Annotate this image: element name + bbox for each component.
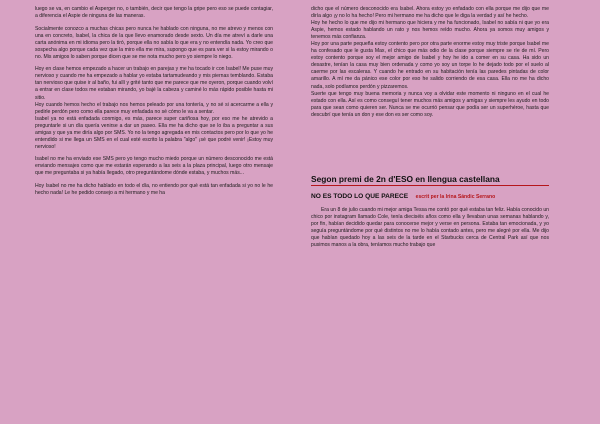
paragraph: Isabel no me ha enviado ese SMS pero yo tengo mucho miedo porque un número desconocido me está enviando mensajes como que me estarán esperando a las seis a la plaza principal, luego otro mensaje que me preguntaba si ya había llegado, otro preguntándome dónde estaba, y muchos más... [35, 156, 273, 177]
paragraph: Suerte que tengo muy buena memoria y nunca voy a olvidar este momento ni ninguno en el cual he estado con ella. Así es como conseguí tener muchos más amigos y amigas y siempre les ayudo en todo para que sean como quieren ser. Nunca se me ocurrió pensar que podía ser un superhéroe, hasta que descubrí que tenía un don y ese don es ser como soy. [311, 90, 549, 118]
paragraph: dicho que el número desconocido era Isabel. Ahora estoy yo enfadado con ella porque me dijo que me diría algo ¡y no lo ha hecho! Pero mi hermano me ha dicho que le diga la verdad y así he hecho. [311, 6, 549, 20]
paragraph: Hoy en clase hemos empezado a hacer un trabajo en parejas y me ha tocado ir con Isabel! Me puse muy nervioso y cuando me ha empezado a hablar yo estaba tartamudeando y mis piernas temblando. Estaba tan nervioso que quise ir al baño, fui allí y grité tanto que me parece que me oyeron, porque cuando volví a entrar en clase todos me estaban mirando, yo bajé la cabeza y caminé lo más rápido posible hasta mi sitio. [35, 66, 273, 101]
paragraph: Hoy he hecho lo que me dijo mi hermano que hiciera y me ha funcionado, Isabel no sabía ni que yo era Aspie, hemos estado hablando un rato y nos hemos reído mucho. Ahora ya somos muy amigos y tenemos más confianza. [311, 20, 549, 41]
story-paragraph: Era un 8 de julio cuando mi mejor amiga Tessa me contó por qué estaba tan feliz. Había conocido un chico por instagram llamado Cole, tenía dieciséis años como ella y llevaban unas semanas hablando y, por fin, habían decidido quedar para conocerse mejor y verse en persona. Estaba tan emocionada, y yo seguía preguntándome por qué distintos no me lo había contado antes, pero me alegré por ella. Me dijo que habían quedado hoy a las seis de la tarde en el Starbucks cerca de Central Park así que nos pusimos manos a la obra, teníamos mucho trabajo que [311, 206, 549, 249]
left-column [35, 6, 273, 203]
paragraph: luego se va, en cambio el Asperger no, o también, decir que tengo la gripe pero eso se puede contagiar, a diferencia el Aspie de ninguna de las maneras. [35, 6, 273, 20]
paragraph: Hoy Isabel no me ha dicho hablado en todo el día, no entiendo por qué está tan enfadada si yo no le he hecho nada! Le he pedido consejo a mi hermano y me ha [35, 183, 273, 197]
paragraph: Socialmente conozco a muchas chicas pero nunca he hablado con ninguna, no me atrevo y menos con una en concreto, Isabel, la chica de la que llevo enamorado desde sexto. Un día me atreví a darle una carta anónima en mi idioma pero la tiró, porque ella no sabía lo que era y no entendía nada. Yo creo que sospecha algo porque cada vez que la miro ella me mira, supongo que es para ver si la estoy mirando o no. Mis amigos lo saben porque dicen que se me nota mucho pero yo siempre lo niego. [35, 25, 273, 60]
story-author: escrit per la Irina Sándic Serrano [415, 193, 496, 200]
story-title-line [311, 193, 549, 201]
paragraph: Hoy cuando hemos hecho el trabajo nos hemos peleado por una tontería, y no sé si acercarme a ella y pedirle perdón pero como ella parece muy enfadada no sé cómo le va a sentar. [35, 101, 273, 115]
section-heading: Segon premi de 2n d'ESO en llengua castellana [311, 173, 500, 184]
right-column [311, 6, 549, 255]
paragraph: Isabel ya no está enfadada conmigo, es más, parece super cariñosa hoy, por eso me he atrevido a preguntarle si un día quería venirse a dar un paseo. Ella me ha dicho que se lo iba a preguntar a sus amigas y que ya me diría algo por SMS. Yo no la tengo agregada en mis contactos pero por lo que yo he entendido si me llega un SMS en el cual esté escrito la palabra "algo" ¡sé que podré venir! ¡Estoy muy nervioso! [35, 115, 273, 150]
story-title: NO ES TODO LO QUE PARECE [311, 192, 409, 200]
paragraph: Hoy por una parte pequeña estoy contento pero por otra parte enorme estoy muy triste porque Isabel me ha confesado que le gusta Max, el chico que más odio de la clase porque siempre se ríe de mí. Pero estoy contento porque soy el mejor amigo de Isabel y hoy he ido a comer en su casa. Ha sido un desastre, tenían la casa muy bien ordenada y como yo soy un torpe lo he dejado todo por el suelo al caerme por las escaleras. Y cuando he entrado en su habitación tenía las paredes pintadas de color amarillo. A mí me da pánico ese color por eso he salido corriendo de esa casa. Ella no me ha dicho nada, solo podíamos perdón y pizzaremos. [311, 41, 549, 90]
section-divider [311, 185, 549, 186]
